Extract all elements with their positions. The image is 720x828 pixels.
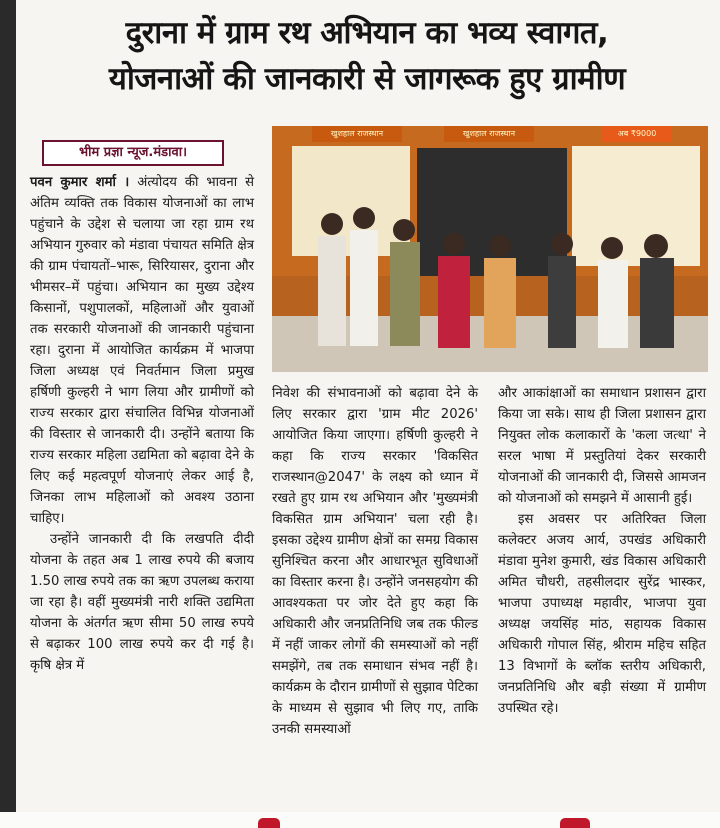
article-column-2 [272, 383, 478, 740]
paragraph [30, 172, 254, 529]
paragraph: उन्होंने जानकारी दी कि लखपति दीदी योजना के तहत अब 1 लाख रुपये की बजाय 1.50 लाख रुपये तक का ऋण उपलब्ध कराया जा रहा है। वहीं मुख्यमंत्री नारी शक्ति उद्यमिता योजना के अंतर्गत ऋण सीमा 50 लाख रुपये से बढ़ाकर 100 लाख रुपये कर दी गई है। कृषि क्षेत्र में [30, 532, 254, 673]
banner-label-left: खुशहाल राजस्थान [312, 126, 402, 142]
news-photo [272, 126, 708, 372]
headline-line-2: योजनाओं की जानकारी से जागरूक हुए ग्रामीण [108, 61, 626, 97]
paragraph: इस अवसर पर अतिरिक्त जिला कलेक्टर अजय आर्य, उपखंड अधिकारी मंडावा मुनेश कुमारी, खंड विकास अधिकारी अमित चौधरी, तहसीलदार सुरेंद्र भास्कर, भाजपा उपाध्यक्ष महावीर, भाजपा युवा अध्यक्ष जयसिंह मांठ, सहायक विकास अधिकारी गोपाल सिंह, श्रीराम महिच सहित 13 विभागों के ब्लॉक स्तरीय अधिकारी, जनप्रतिनिधि और बड़ी संख्या में ग्रामीण उपस्थित रहे। [498, 512, 706, 716]
paragraph: और आकांक्षाओं का समाधान प्रशासन द्वारा किया जा सके। साथ ही जिला प्रशासन द्वारा नियुक्त लोक कलाकारों के 'कला जत्था' ने सरल भाषा में प्रस्तुतियां देकर सरकारी योजनाओं की जानकारी दी, जिससे आमजन को योजनाओं को समझने में आसानी हुई। [498, 386, 706, 506]
paragraph: निवेश की संभावनाओं को बढ़ावा देने के लिए सरकार द्वारा 'ग्राम मीट 2026' आयोजित किया जाएगा। हर्षिणी कुल्हरी ने कहा कि राज्य सरकार 'विकसित राजस्थान@2047' के लक्ष्य को ध्यान में रखते हुए ग्राम रथ अभियान और 'मुख्यमंत्री विकसित ग्राम अभियान' चला रही है। इसका उद्देश्य ग्रामीण क्षेत्रों का समग्र विकास सुनिश्चित करना और आधारभूत सुविधाओं का विस्तार करना है। उन्होंने जनसहयोग की आवश्यकता पर जोर देते हुए कहा कि अधिकारी और जनप्रतिनिधि जब तक फील्ड में नहीं जाकर लोगों की समस्याओं को नहीं समझेंगे, तब तक समाधान संभव नहीं है। कार्यक्रम के दौरान ग्रामीणों से सुझाव पेटिका के माध्यम से सुझाव भी लिए गए, ताकि उनकी समस्याओं [272, 386, 478, 737]
paragraph-text: अंत्योदय की भावना से अंतिम व्यक्ति तक विकास योजनाओं का लाभ पहुंचाने के उद्देश से चलाया जा रहा ग्राम रथ अभियान गुरुवार को मंडावा पंचायत समिति क्षेत्र की ग्राम पंचायतों–भारू, सिरियासर, दुराना और भीमसर–में पहुंचा। अभियान का मुख्य उद्देश्य किसानों, पशुपालकों, महिलाओं और युवाओं तक सरकारी योजनाओं की जानकारी पहुंचाना रहा। दुराना में आयोजित कार्यक्रम में भाजपा जिला अध्यक्ष एवं निवर्तमान जिला प्रमुख हर्षिणी कुल्हरी ने भाग लिया और ग्रामीणों को राज्य सरकार द्वारा संचालित विभिन्न योजनाओं की विस्तार से जानकारी दी। उन्होंने बताया कि राज्य सरकार महिला उद्यमिता को बढ़ावा देने के लिए कई महत्वपूर्ण योजनाएं लेकर आई है, जिनका लाभ महिलाओं को अवश्य उठाना चाहिए। [30, 175, 254, 526]
byline: भीम प्रज्ञा न्यूज.मंडावा। [42, 140, 224, 166]
banner-label-right: अब ₹9000 [602, 126, 672, 142]
article-column-1 [30, 172, 254, 676]
page-footer [0, 812, 720, 828]
author-name: पवन कुमार शर्मा । [30, 175, 130, 190]
page-edge-strip [0, 0, 16, 828]
headline-line-1: दुराना में ग्राम रथ अभियान का भव्य स्वागत, [125, 15, 609, 51]
banner-label-mid: खुशहाल राजस्थान [444, 126, 534, 142]
article-column-3 [498, 383, 706, 719]
headline [22, 10, 712, 102]
footer-mark [560, 818, 590, 828]
footer-mark [258, 818, 280, 828]
group-photo-graphic [272, 126, 708, 372]
